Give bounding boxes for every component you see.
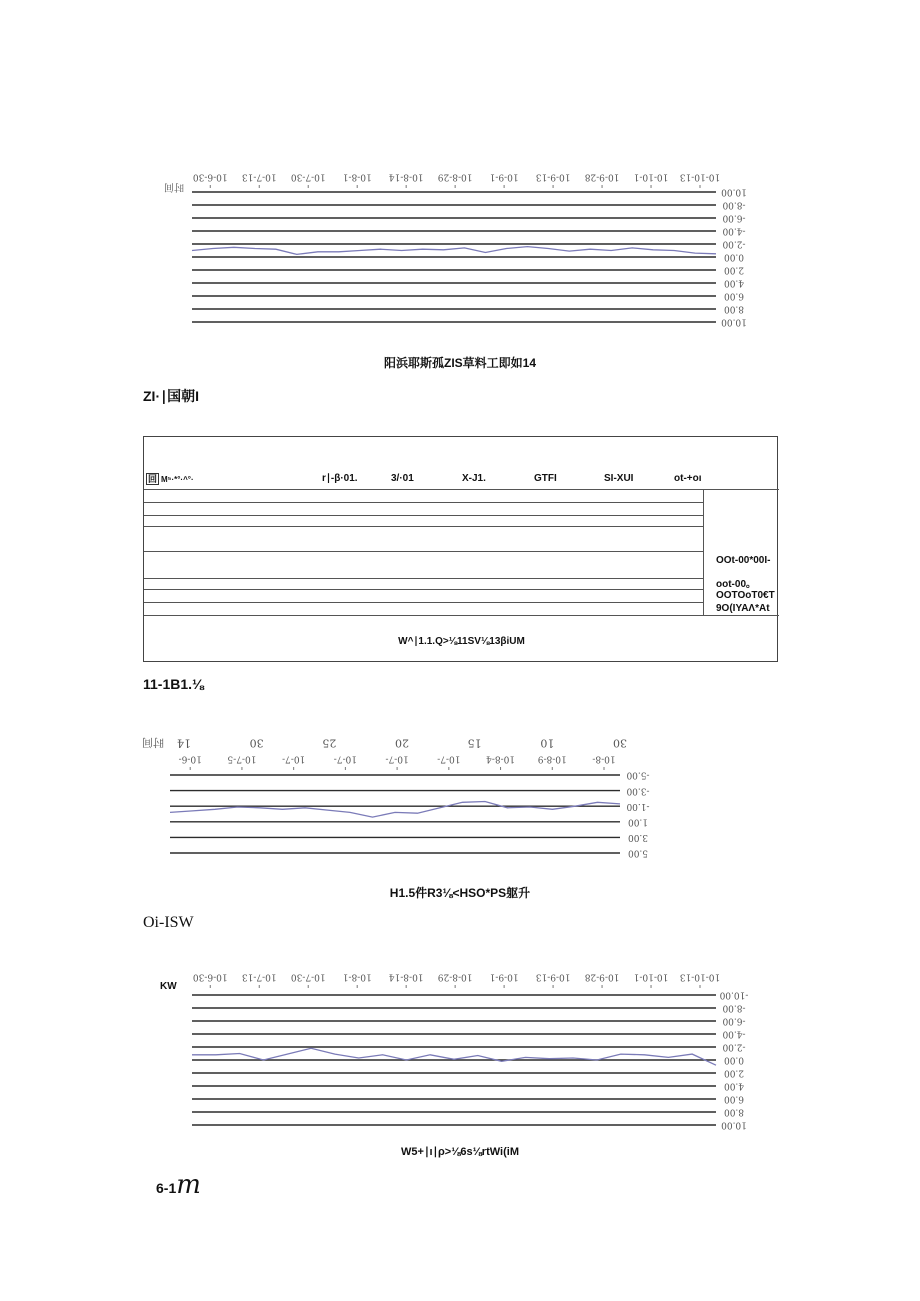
x-tick-label: 10-8- xyxy=(592,753,616,764)
x-tick-label: 10-6-30 xyxy=(192,971,228,982)
section-heading-4-em: m xyxy=(176,1170,201,1200)
x-tick-label: 10-7-13 xyxy=(241,971,277,982)
y-tick-label: -4.00 xyxy=(722,1028,746,1039)
x-tick-label: 10-9-13 xyxy=(535,171,571,182)
y-tick-label: -4.00 xyxy=(722,225,746,236)
table-rule xyxy=(144,489,779,490)
table-rule xyxy=(144,602,703,603)
table-footer: W^∣1.1.Q>⅛11SV⅛13βiUM xyxy=(398,636,525,647)
chart-2-gridlines xyxy=(170,775,620,853)
x-tick-label: 10-9-1 xyxy=(489,171,519,182)
y-tick-label: 8.00 xyxy=(723,303,745,314)
table-col-5: SI-XUI xyxy=(604,473,634,484)
x-tick-label-top: 15 xyxy=(467,736,482,750)
chart-1-yticks xyxy=(721,187,747,327)
y-tick-label: -6.00 xyxy=(722,1015,746,1026)
x-tick-label: 10-7- xyxy=(437,753,461,764)
x-tick-label: 10-7- xyxy=(385,753,409,764)
chart-series-line xyxy=(192,1048,716,1065)
section-heading-2: 11-1B1.⅛ xyxy=(143,676,204,692)
x-tick-label: 10-8-14 xyxy=(388,171,424,182)
y-tick-label: -1.00 xyxy=(626,800,650,811)
y-tick-label: -10.00 xyxy=(719,989,749,1000)
x-tick-label-top: 20 xyxy=(395,736,409,750)
y-tick-label: 8.00 xyxy=(723,1106,745,1117)
x-tick-label: 10-7-13 xyxy=(241,171,277,182)
x-tick-label: 10-8-1 xyxy=(342,171,372,182)
figure-caption-3: W5+∣ı∣ρ>⅛6s⅛rtWi(iM xyxy=(401,1146,519,1158)
chart-2-ylabel: 时间 xyxy=(142,736,164,749)
x-tick-label-top: 25 xyxy=(322,736,337,750)
table-rule xyxy=(144,551,703,552)
x-tick-label: 10-8-14 xyxy=(388,971,424,982)
table-side-value: OOTOoT0€T xyxy=(716,590,775,601)
table-rule xyxy=(144,589,703,590)
figure-caption-1: 阳浜耶斯孤ZIS草料工即如14 xyxy=(383,356,537,370)
chart-3-series xyxy=(192,1048,716,1065)
figure-caption-2: H1.5件R3⅛<HSO*PS躯升 xyxy=(389,886,531,900)
chart-series-line xyxy=(192,247,716,255)
table-side-value: oot-00。 xyxy=(716,579,756,590)
x-tick-label-top: 30 xyxy=(249,736,264,750)
y-tick-label: -8.00 xyxy=(722,1002,746,1013)
y-tick-label: -8.00 xyxy=(722,199,746,210)
y-tick-label: 5.00 xyxy=(627,847,649,858)
chart-2-xticks xyxy=(177,736,627,770)
x-tick-label: 10-10-13 xyxy=(679,971,721,982)
table-icon: 回 xyxy=(148,474,158,484)
y-tick-label: -6.00 xyxy=(722,212,746,223)
y-tick-label: 0.00 xyxy=(723,251,745,262)
y-tick-label: 10.00 xyxy=(721,1119,747,1130)
y-tick-label: 2.00 xyxy=(723,264,745,275)
x-tick-label: 10-9-1 xyxy=(489,971,519,982)
x-tick-label: 10-8-29 xyxy=(437,171,473,182)
table-side-value: 9O(IYAΛ*At xyxy=(716,603,770,614)
table-header-first xyxy=(146,472,194,485)
x-tick-label: 10-8-29 xyxy=(437,971,473,982)
chart-series-line xyxy=(170,802,620,818)
x-tick-label: 10-10-1 xyxy=(633,171,669,182)
chart-2 xyxy=(140,733,680,863)
y-tick-label: 10.00 xyxy=(721,186,747,197)
x-tick-label: 10-9-13 xyxy=(535,971,571,982)
chart-3-yticks xyxy=(719,990,748,1130)
y-tick-label: 4.00 xyxy=(723,277,745,288)
y-tick-label: -5.00 xyxy=(626,769,650,780)
x-tick-label: 10-6-30 xyxy=(192,171,228,182)
chart-1-xticks xyxy=(193,172,721,188)
table-col-4: GTFI xyxy=(534,473,557,484)
x-tick-label-top: 30 xyxy=(613,736,627,750)
x-tick-label: 10-6- xyxy=(178,753,202,764)
x-tick-label: 10-7-30 xyxy=(290,171,326,182)
table-header-first-label: M⁵·*°·^°· xyxy=(161,475,194,484)
x-tick-label: 10-7-5 xyxy=(227,753,257,764)
data-table xyxy=(143,436,778,662)
chart-2-yticks xyxy=(626,770,649,858)
chart-3-ylabel: KW xyxy=(160,981,177,992)
table-col-2: 3/·01 xyxy=(391,473,414,484)
y-tick-label: 10.00 xyxy=(721,316,747,327)
y-tick-label: 1.00 xyxy=(627,816,649,827)
y-tick-label: 4.00 xyxy=(723,1080,745,1091)
table-side-value: OOt-00*00I- xyxy=(716,555,771,566)
table-rule xyxy=(144,526,703,527)
chart-1-series xyxy=(192,247,716,255)
y-tick-label: -2.00 xyxy=(722,1041,746,1052)
y-tick-label: 0.00 xyxy=(723,1054,745,1065)
table-rule xyxy=(144,615,779,616)
x-tick-label: 10-9-28 xyxy=(584,171,620,182)
chart-1-ylabel: 时间 xyxy=(164,181,184,192)
x-tick-label: 10-9-28 xyxy=(584,971,620,982)
table-rule xyxy=(144,578,703,579)
chart-3-xticks xyxy=(193,972,721,988)
y-tick-label: -2.00 xyxy=(722,238,746,249)
x-tick-label: 10-10-13 xyxy=(679,171,721,182)
y-tick-label: 3.00 xyxy=(627,832,649,843)
x-tick-label: 10-8-9 xyxy=(537,753,567,764)
table-rule xyxy=(144,515,703,516)
table-col-3: X-J1. xyxy=(462,473,486,484)
chart-2-series xyxy=(170,802,620,818)
x-tick-label: 10-10-1 xyxy=(633,971,669,982)
table-col-6: ot-+oı xyxy=(674,473,702,484)
table-col-1: r∣-β·01. xyxy=(322,473,358,484)
table-divider xyxy=(703,489,704,615)
chart-1-gridlines xyxy=(192,192,716,322)
chart-1 xyxy=(160,165,760,335)
x-tick-label: 10-8-1 xyxy=(342,971,372,982)
x-tick-label-top: 10 xyxy=(540,736,555,750)
section-heading-4-label: 6-1 xyxy=(156,1180,177,1196)
chart-3-gridlines xyxy=(192,995,716,1125)
y-tick-label: 6.00 xyxy=(723,290,745,301)
y-tick-label: 2.00 xyxy=(723,1067,745,1078)
section-heading-1: ZI·∣国朝I xyxy=(143,388,199,404)
y-tick-label: -3.00 xyxy=(626,785,650,796)
x-tick-label: 10-7- xyxy=(282,753,306,764)
table-rule xyxy=(144,502,703,503)
section-heading-4 xyxy=(156,1170,201,1200)
x-tick-label-top: 14 xyxy=(177,736,191,750)
x-tick-label: 10-7- xyxy=(333,753,358,764)
x-tick-label: 10-7-30 xyxy=(290,971,326,982)
y-tick-label: 6.00 xyxy=(723,1093,745,1104)
x-tick-label: 10-8-4 xyxy=(486,753,516,764)
section-heading-3: Oi-ISW xyxy=(143,914,194,931)
chart-3 xyxy=(160,968,770,1138)
